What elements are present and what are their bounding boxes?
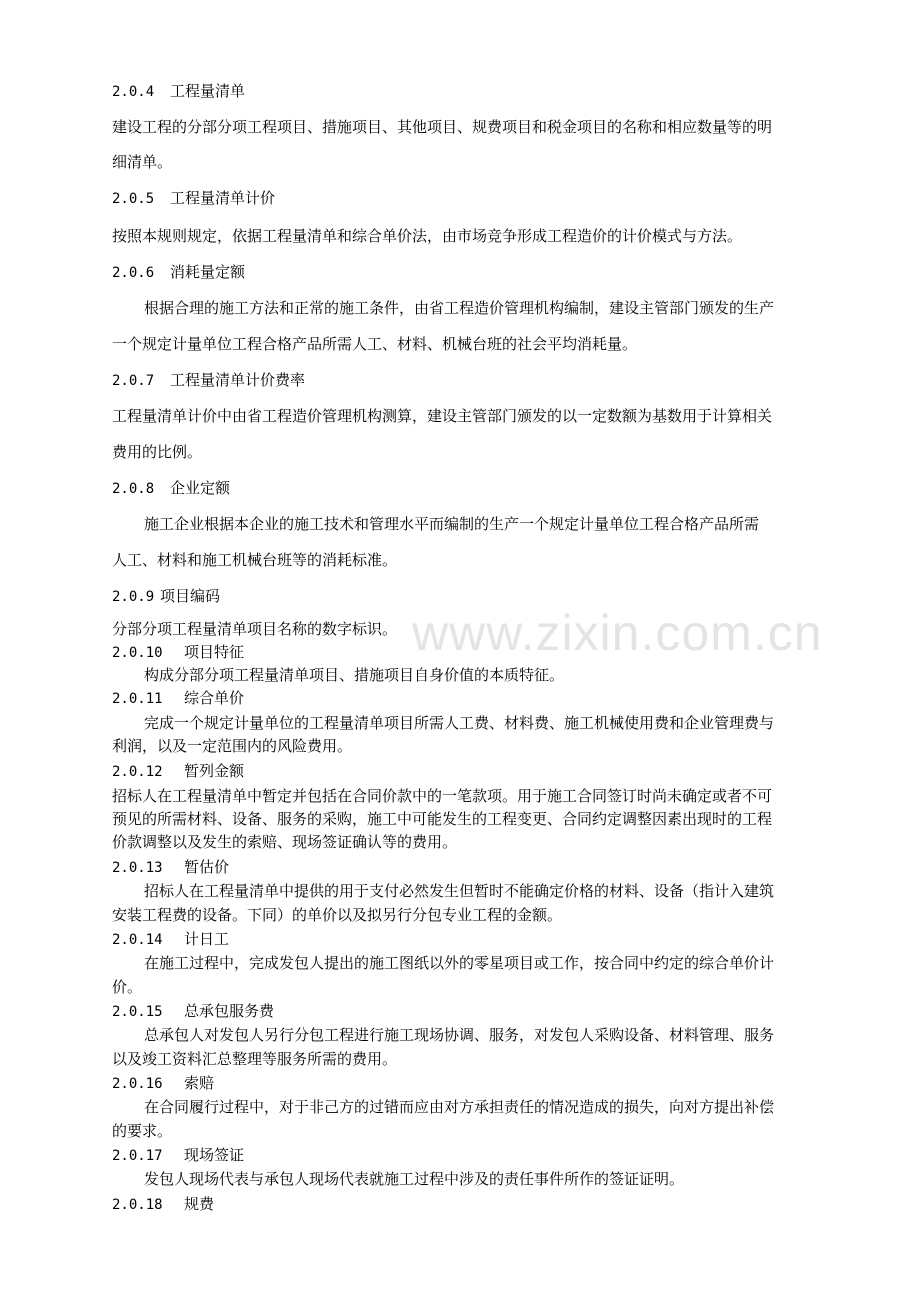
clause-heading bbox=[112, 1194, 214, 1215]
clause-number: 2.0.14 bbox=[112, 932, 163, 948]
clause-title: 索赔 bbox=[184, 1074, 215, 1092]
clause-title: 消耗量定额 bbox=[170, 263, 246, 281]
paragraph-line: 工程量清单计价中由省工程造价管理机构测算，建设主管部门颁发的以一定数额为基数用于计算相关 bbox=[112, 407, 773, 425]
paragraph-line: 价。 bbox=[112, 978, 143, 996]
clause-heading bbox=[112, 478, 230, 499]
clause-number: 2.0.8 bbox=[112, 481, 155, 497]
clause-title: 规费 bbox=[184, 1195, 215, 1213]
paragraph-line: 发包人现场代表与承包人现场代表就施工过程中涉及的责任事件所作的签证证明。 bbox=[144, 1170, 685, 1188]
paragraph-line: 构成分部分项工程量清单项目、措施项目自身价值的本质特征。 bbox=[144, 666, 565, 684]
paragraph-line: 利润，以及一定范围内的风险费用。 bbox=[112, 737, 353, 755]
clause-number: 2.0.13 bbox=[112, 860, 163, 876]
paragraph-line: 在合同履行过程中，对于非己方的过错而应由对方承担责任的情况造成的损失，向对方提出补偿 bbox=[144, 1098, 775, 1116]
clause-number: 2.0.18 bbox=[112, 1197, 163, 1213]
clause-number: 2.0.12 bbox=[112, 764, 163, 780]
clause-heading bbox=[112, 81, 245, 102]
paragraph-line: 建设工程的分部分项工程项目、措施项目、其他项目、规费项目和税金项目的名称和相应数量等的明 bbox=[112, 118, 773, 136]
clause-heading bbox=[112, 642, 244, 663]
paragraph-line: 的要求。 bbox=[112, 1122, 173, 1140]
paragraph-line: 招标人在工程量清单中暂定并包括在合同价款中的一笔款项。用于施工合同签订时尚未确定或者不可 bbox=[112, 787, 773, 805]
clause-heading bbox=[112, 262, 245, 283]
clause-heading bbox=[112, 586, 220, 607]
paragraph-line: 安装工程费的设备。下同）的单价以及拟另行分包专业工程的金额。 bbox=[112, 906, 563, 924]
paragraph-line: 总承包人对发包人另行分包工程进行施工现场协调、服务，对发包人采购设备、材料管理、服务 bbox=[144, 1026, 775, 1044]
paragraph-line: 价款调整以及发生的索赔、现场签证确认等的费用。 bbox=[112, 833, 458, 851]
clause-number: 2.0.5 bbox=[112, 191, 155, 207]
clause-title: 总承包服务费 bbox=[184, 1002, 275, 1020]
clause-number: 2.0.15 bbox=[112, 1004, 163, 1020]
clause-heading bbox=[112, 761, 244, 782]
clause-heading bbox=[112, 370, 305, 391]
clause-title: 暂列金额 bbox=[184, 762, 245, 780]
paragraph-line: 一个规定计量单位工程合格产品所需人工、材料、机械台班的社会平均消耗量。 bbox=[112, 335, 638, 353]
paragraph-line: 分部分项工程量清单项目名称的数字标识。 bbox=[112, 620, 398, 638]
clause-title: 企业定额 bbox=[170, 479, 231, 497]
clause-number: 2.0.4 bbox=[112, 84, 155, 100]
paragraph-line: 人工、材料和施工机械台班等的消耗标准。 bbox=[112, 551, 398, 569]
paragraph-line: 在施工过程中，完成发包人提出的施工图纸以外的零星项目或工作，按合同中约定的综合单价计 bbox=[144, 954, 775, 972]
clause-heading bbox=[112, 929, 229, 950]
clause-title: 计日工 bbox=[184, 930, 230, 948]
paragraph-line: 费用的比例。 bbox=[112, 443, 203, 461]
clause-title: 综合单价 bbox=[184, 689, 245, 707]
paragraph-line: 根据合理的施工方法和正常的施工条件，由省工程造价管理机构编制，建设主管部门颁发的生产 bbox=[144, 299, 775, 317]
watermark: www.zixin.com.cn bbox=[412, 605, 823, 661]
clause-heading bbox=[112, 1073, 214, 1094]
clause-heading bbox=[112, 1001, 274, 1022]
clause-title: 项目特征 bbox=[184, 643, 245, 661]
clause-heading bbox=[112, 857, 229, 878]
paragraph-line: 预见的所需材料、设备、服务的采购，施工中可能发生的工程变更、合同约定调整因素出现时的工程 bbox=[112, 810, 773, 828]
clause-title: 暂估价 bbox=[184, 858, 230, 876]
clause-title: 现场签证 bbox=[184, 1146, 245, 1164]
paragraph-line: 招标人在工程量清单中提供的用于支付必然发生但暂时不能确定价格的材料、设备（指计入建筑 bbox=[144, 882, 775, 900]
clause-heading bbox=[112, 188, 275, 209]
paragraph-line: 按照本规则规定，依据工程量清单和综合单价法，由市场竞争形成工程造价的计价模式与方法。 bbox=[112, 227, 743, 245]
clause-title: 工程量清单 bbox=[170, 82, 246, 100]
clause-number: 2.0.9 bbox=[112, 589, 155, 605]
clause-number: 2.0.16 bbox=[112, 1076, 163, 1092]
paragraph-line: 施工企业根据本企业的施工技术和管理水平而编制的生产一个规定计量单位工程合格产品所需 bbox=[144, 515, 760, 533]
clause-number: 2.0.7 bbox=[112, 373, 155, 389]
clause-number: 2.0.6 bbox=[112, 265, 155, 281]
clause-number: 2.0.10 bbox=[112, 645, 163, 661]
clause-title: 工程量清单计价 bbox=[170, 189, 276, 207]
clause-number: 2.0.17 bbox=[112, 1148, 163, 1164]
clause-heading bbox=[112, 1145, 244, 1166]
paragraph-line: 细清单。 bbox=[112, 153, 173, 171]
clause-title: 工程量清单计价费率 bbox=[170, 371, 306, 389]
clause-number: 2.0.11 bbox=[112, 691, 163, 707]
clause-heading bbox=[112, 688, 244, 709]
paragraph-line: 以及竣工资料汇总整理等服务所需的费用。 bbox=[112, 1050, 398, 1068]
clause-title: 项目编码 bbox=[160, 587, 221, 605]
paragraph-line: 完成一个规定计量单位的工程量清单项目所需人工费、材料费、施工机械使用费和企业管理费与 bbox=[144, 714, 775, 732]
